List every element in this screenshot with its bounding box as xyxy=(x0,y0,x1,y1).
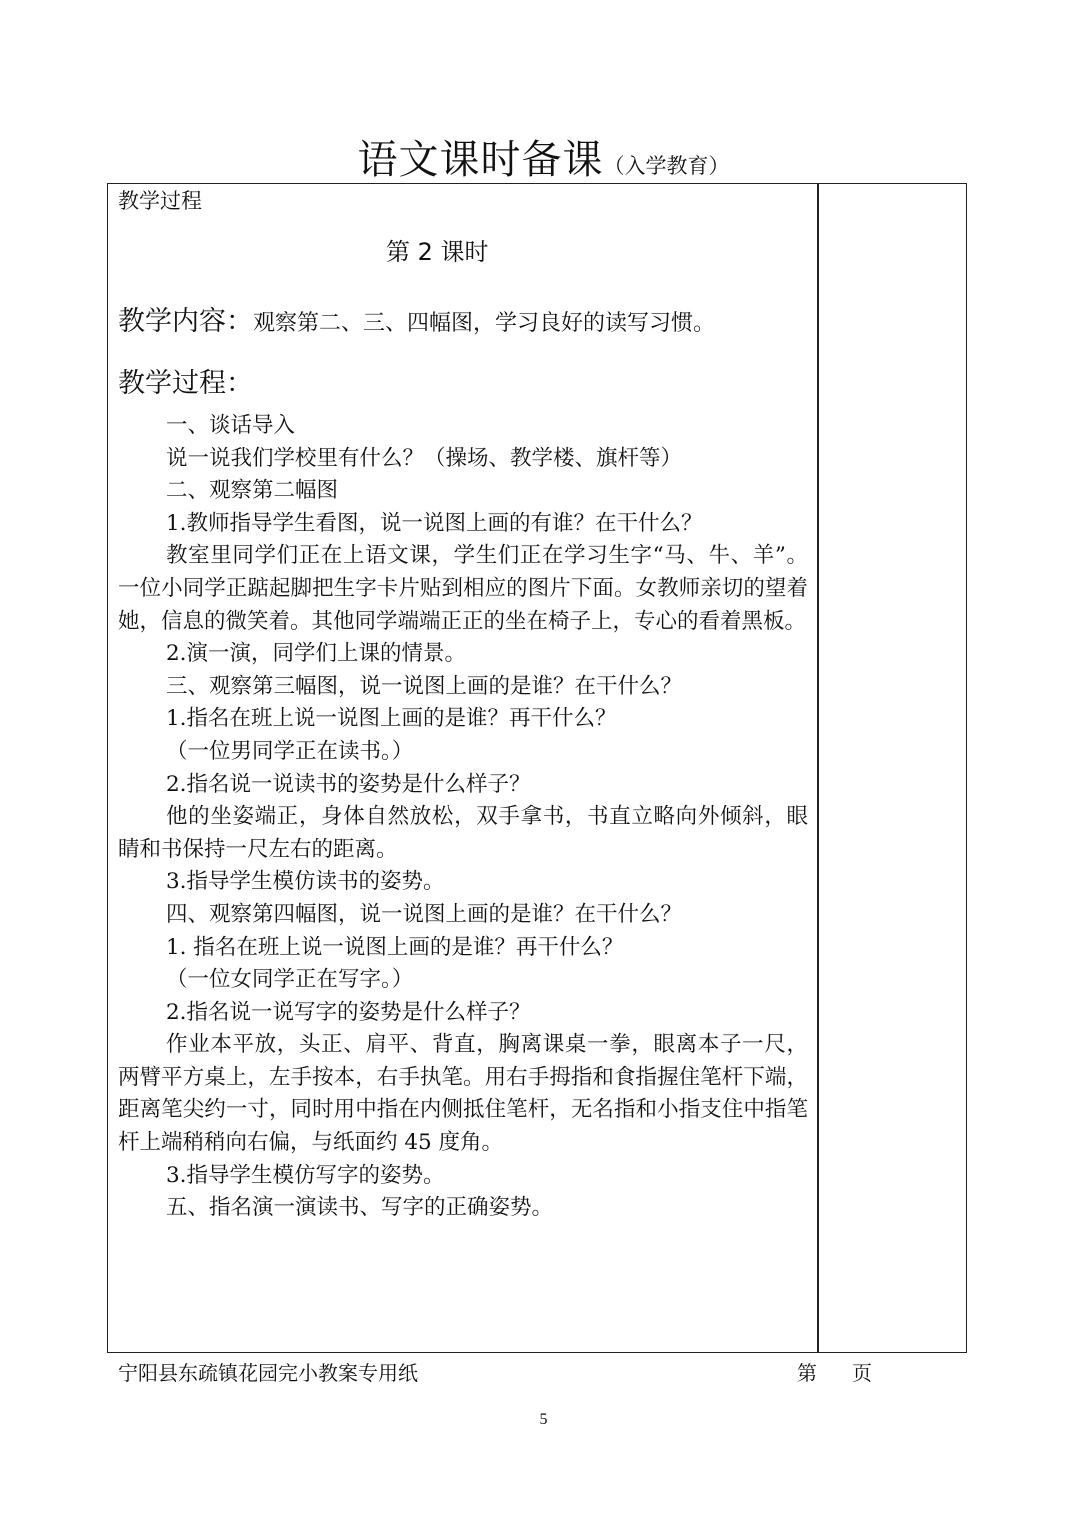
document-title xyxy=(0,128,1087,185)
step-text: 说一说我们学校里有什么？（操场、教学楼、旗杆等） xyxy=(166,445,683,471)
teaching-content-text: 观察第二、三、四幅图，学习良好的读写习惯。 xyxy=(253,311,716,336)
teaching-content-label: 教学内容： xyxy=(118,306,253,337)
teaching-content xyxy=(118,299,715,338)
step-text: （一位女同学正在写字。） xyxy=(166,967,414,993)
page-number: 5 xyxy=(539,1411,548,1428)
step-heading: 五、指名演一演读书、写字的正确姿势。 xyxy=(166,1195,554,1221)
lesson-title: 第 2 课时 xyxy=(386,238,489,266)
step-text: 2.指名说一说写字的姿势是什么样子？ xyxy=(166,999,531,1025)
step-paragraph: 教室里同学们正在上语文课，学生们正在学习生字“马、牛、羊”。一位小同学正踮起脚把生字卡片贴到相应的图片下面。女教师亲切的望着她，信息的微笑着。其他同学端端正正的坐在椅子上，专心的看着黑板。 xyxy=(118,543,808,634)
section-label: 教学过程 xyxy=(118,189,202,213)
step-text: 1. 指名在班上说一说图上画的是谁？再干什么？ xyxy=(166,934,624,960)
footer-page-label: 第 xyxy=(797,1361,817,1385)
step-heading: 三、观察第三幅图，说一说图上画的是谁？在干什么？ xyxy=(166,673,683,699)
step-text: 3.指导学生模仿读书的姿势。 xyxy=(166,869,445,895)
teaching-process-label: 教学过程： xyxy=(118,368,253,399)
title-subtitle: （入学教育） xyxy=(603,154,730,178)
step-paragraph: 他的坐姿端正，身体自然放松，双手拿书，书直立略向外倾斜，眼睛和书保持一尺左右的距离。 xyxy=(118,804,808,862)
step-heading: 二、观察第二幅图 xyxy=(166,478,339,504)
lesson-content xyxy=(118,186,813,1221)
step-text: 2.指名说一说读书的姿势是什么样子？ xyxy=(166,771,531,797)
step-text: 1.教师指导学生看图，说一说图上画的有谁？在干什么？ xyxy=(166,510,703,536)
footer-page-word: 页 xyxy=(852,1361,872,1385)
step-text: （一位男同学正在读书。） xyxy=(166,738,414,764)
step-heading: 一、谈话导入 xyxy=(166,413,296,438)
teaching-process-body xyxy=(118,410,808,1225)
title-main: 语文课时备课 xyxy=(357,137,604,183)
step-heading: 四、观察第四幅图，说一说图上画的是谁？在干什么？ xyxy=(166,901,683,927)
notes-column-divider xyxy=(817,183,819,1353)
footer-school-name: 宁阳县东疏镇花园完小教案专用纸 xyxy=(118,1361,418,1385)
step-text: 3.指导学生模仿写字的姿势。 xyxy=(166,1162,445,1188)
step-text: 1.指名在班上说一说图上画的是谁？再干什么？ xyxy=(166,706,617,732)
step-text: 2.演一演，同学们上课的情景。 xyxy=(166,641,467,667)
step-paragraph: 作业本平放，头正、肩平、背直，胸离课桌一拳，眼离本子一尺，两臂平方桌上，左手按本，右手执笔。用右手拇指和食指握住笔杆下端，距离笔尖约一寸，同时用中指在内侧抵住笔杆，无名指和小指支住中指笔杆上端稍稍向右偏，与纸面约 45 度角。 xyxy=(118,1032,808,1156)
